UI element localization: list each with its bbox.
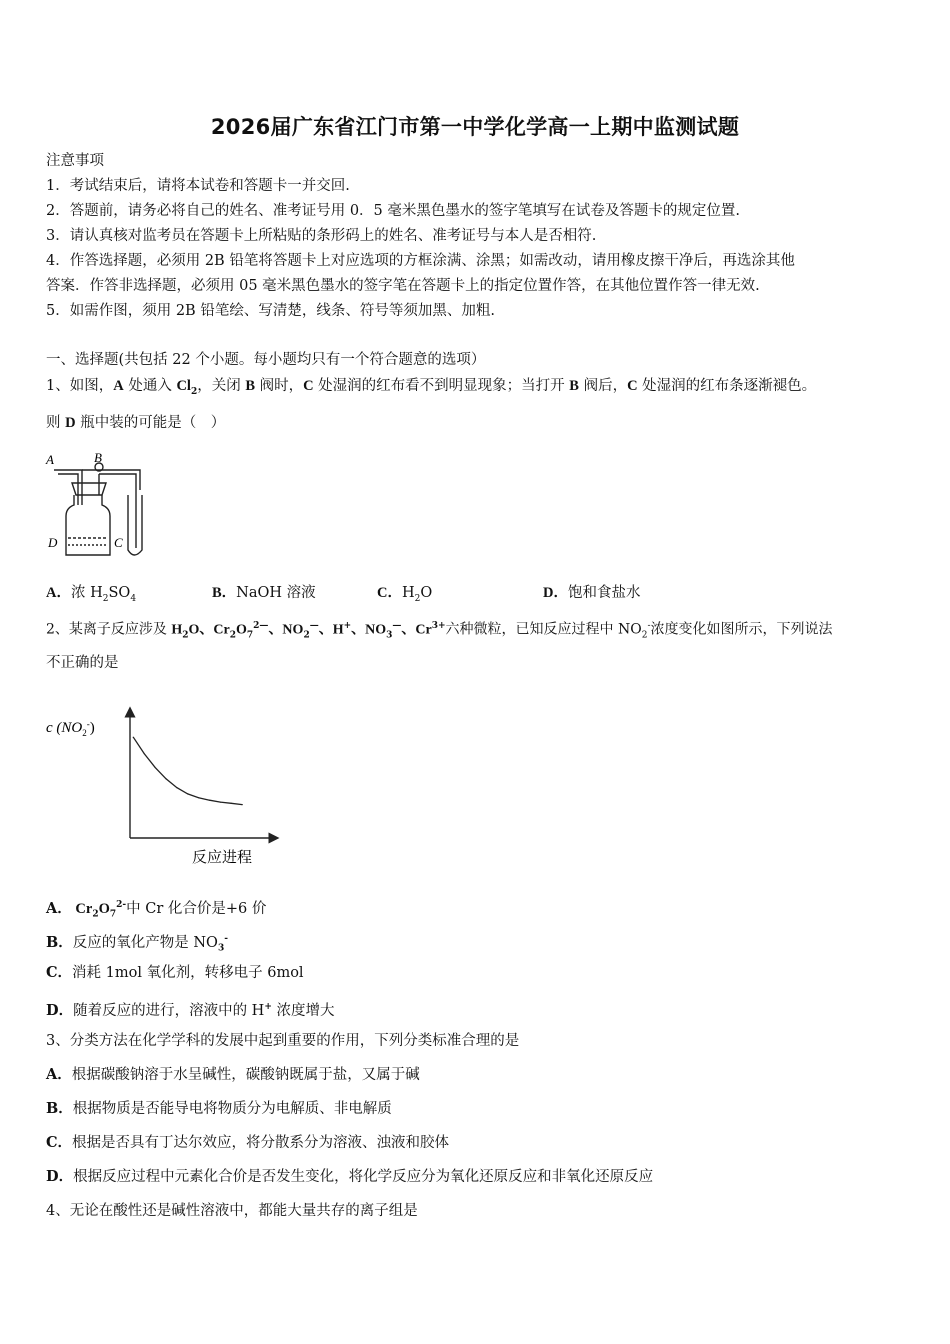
figure-label-d: D (48, 535, 58, 550)
concentration-point (198, 797, 199, 798)
concentration-point (165, 778, 166, 779)
concentration-point (242, 804, 243, 805)
notice-heading: 注意事项 (46, 153, 104, 169)
question-2-text: 2、某离子反应涉及 $H_2O$、$Cr_2O_7^{2—}$、$NO_2^—$、H+、$NO_3^—$、$Cr^{3+}$六种微粒，已知反应过程中 $NO_2^-$浓度变化如图所示，下列说法 (46, 621, 833, 641)
notice-item: 4．作答选择题，必须用 2B 铅笔将答题卡上对应选项的方框涂满、涂黑；如需改动，请用橡皮擦干净后，再选涂其他 (46, 253, 795, 269)
figure-label-a: A (46, 452, 54, 467)
concentration-chart (44, 702, 284, 868)
q2-option-d: D．随着反应的进行，溶液中的 H+ 浓度增大 (46, 1001, 335, 1019)
q1-option-a: A．浓 $H_2SO_4$ (46, 585, 137, 604)
q3-option-a: A．根据碳酸钠溶于水呈碱性，碳酸钠既属于盐，又属于碱 (46, 1066, 420, 1083)
concentration-point (176, 787, 177, 788)
q2-option-c: C．消耗 1mol 氧化剂，转移电子 6mol (46, 964, 304, 981)
concentration-point (133, 737, 134, 738)
question-number: 1、 (46, 378, 70, 394)
q1-option-c: C．$H_2O$ (377, 585, 433, 604)
question-number: 4、 (46, 1203, 70, 1219)
inlet-tube-inner (58, 474, 78, 505)
section-heading: 一、选择题(共包括 22 个小题。每小题均只有一个符合题意的选项） (46, 352, 486, 368)
q1-option-b: B．NaOH 溶液 (212, 585, 316, 601)
question-1-text-line2: 则 D 瓶中装的可能是（ ） (46, 415, 226, 431)
notice-item: 5．如需作图，须用 2B 铅笔绘、写清楚，线条、符号等须加黑、加粗. (46, 303, 495, 319)
x-axis-label: 反应进程 (192, 850, 253, 866)
q3-option-c: C．根据是否具有丁达尔效应，将分散系分为溶液、浊液和胶体 (46, 1134, 450, 1151)
q2-option-a: A． $Cr_2O_7^{2-}$中 Cr 化合价是+6 价 (46, 899, 267, 920)
notice-item: 1．考试结束后，请将本试卷和答题卡一并交回. (46, 178, 350, 194)
q1-option-d: D．饱和食盐水 (543, 585, 641, 601)
stopper (72, 483, 106, 495)
q2-option-b: B．反应的氧化产物是 $NO_3^-$ (46, 933, 228, 954)
question-4-text: 4、无论在酸性还是碱性溶液中，都能大量共存的离子组是 (46, 1203, 418, 1219)
figure-label-c: C (114, 535, 123, 550)
outlet-tube (82, 470, 140, 490)
figure-label-b: B (94, 450, 102, 465)
concentration-point (187, 793, 188, 794)
apparatus-figure (44, 450, 156, 565)
concentration-point (209, 800, 210, 801)
test-tube-c (128, 495, 142, 555)
notice-item: 2．答题前，请务必将自己的姓名、准考证号用 0．5 毫米黑色墨水的签字笔填写在试卷及答题卡的规定位置. (46, 203, 740, 219)
concentration-point (154, 767, 155, 768)
page-title: 2026届广东省江门市第一中学化学高一上期中监测试题 (210, 115, 740, 139)
concentration-point (231, 803, 232, 804)
bottle-d (66, 495, 110, 555)
question-3-text: 3、分类方法在化学学科的发展中起到重要的作用，下列分类标准合理的是 (46, 1033, 520, 1049)
q3-option-d: D．根据反应过程中元素化合价是否发生变化，将化学反应分为氧化还原反应和非氧化还原反应 (46, 1168, 654, 1185)
question-1-text: 1、如图，A 处通入 $Cl_2$，关闭 B 阀时，C 处湿润的红布看不到明显现象；当打开 B 阀后，C 处湿润的红布条逐渐褪色。 (46, 378, 817, 397)
notice-item: 3．请认真核对监考员在答题卡上所粘贴的条形码上的姓名、准考证号与本人是否相符. (46, 228, 597, 244)
question-number: 2、 (46, 621, 69, 638)
question-number: 3、 (46, 1033, 70, 1049)
notice-item: 答案．作答非选择题，必须用 05 毫米黑色墨水的签字笔在答题卡上的指定位置作答，在其他位置作答一律无效. (46, 278, 760, 294)
concentration-point (220, 801, 221, 802)
q3-option-b: B．根据物质是否能导电将物质分为电解质、非电解质 (46, 1100, 392, 1117)
question-2-text-line2: 不正确的是 (46, 655, 119, 671)
concentration-point (144, 753, 145, 754)
y-axis-label: c $(NO_2^-)$ (46, 719, 95, 738)
